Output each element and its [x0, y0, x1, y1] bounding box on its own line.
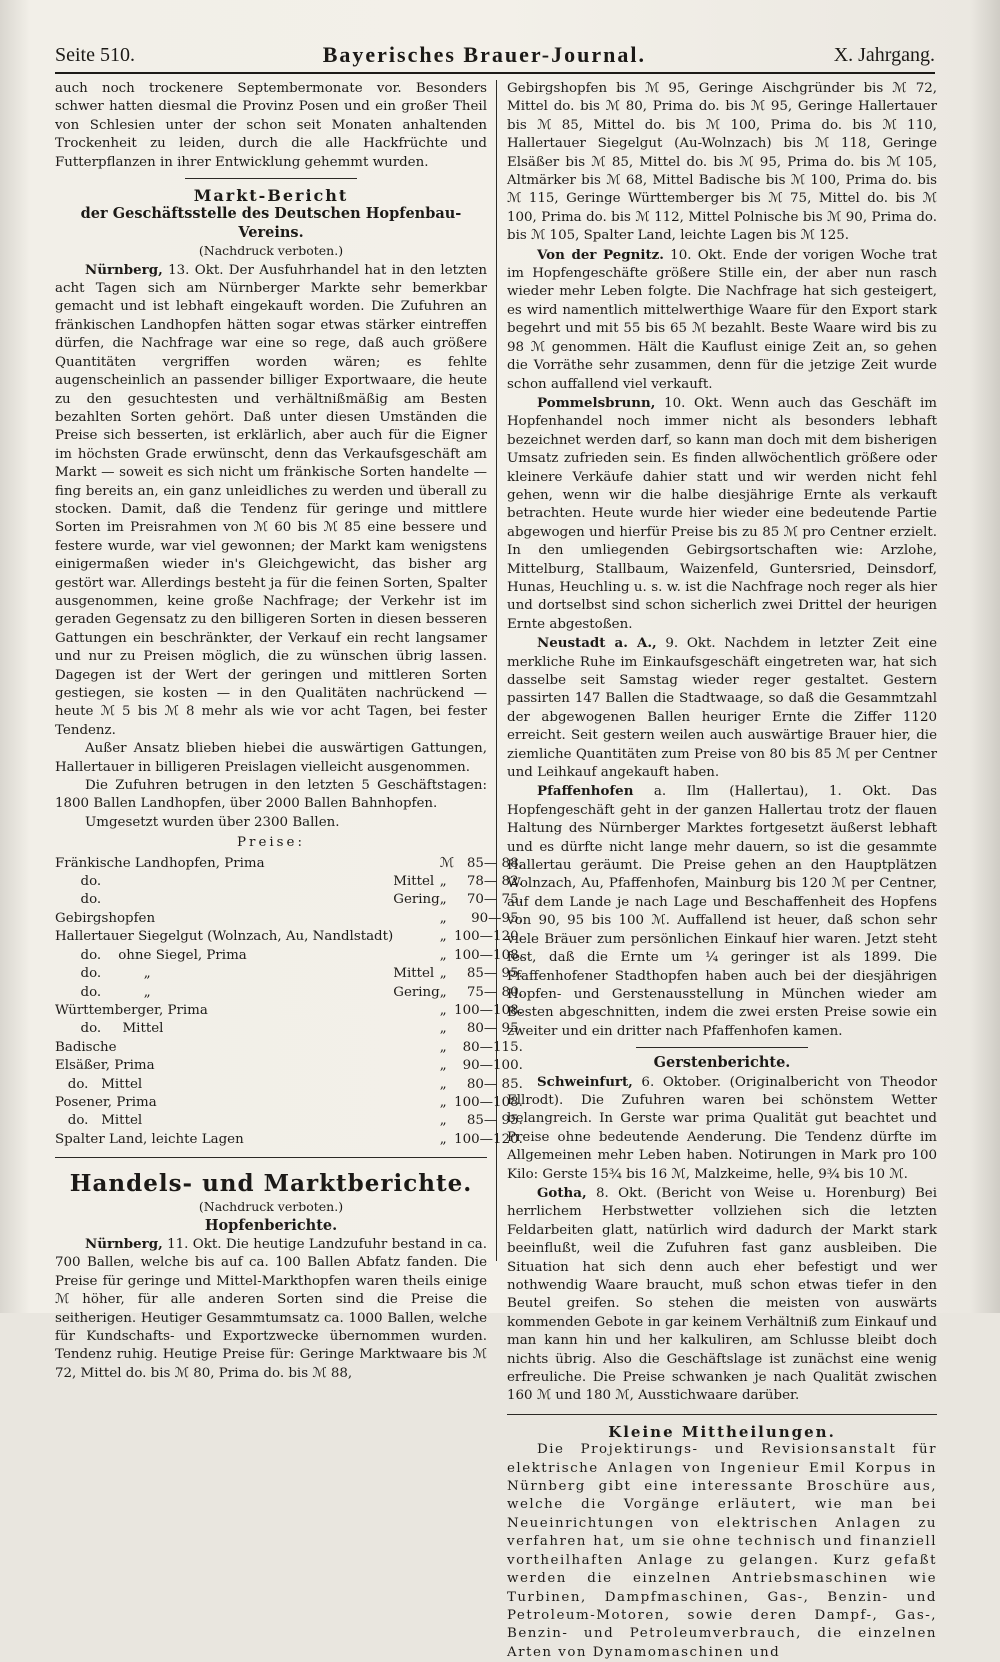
market-report-subtitle: der Geschäftsstelle des Deutschen Hopfenbau-Vereins. — [80, 205, 462, 241]
price-unit: „ — [439, 892, 447, 908]
trade-reports-title: Handels- und Marktberichte. — [69, 1170, 473, 1198]
price-variety: Spalter Land, leichte Lagen — [55, 1131, 244, 1147]
reprint-notice: (Nachdruck verboten.) — [198, 1199, 344, 1215]
price-unit: „ — [439, 1094, 447, 1110]
right-column — [507, 80, 937, 1660]
price-quality — [393, 947, 440, 965]
price-unit: „ — [439, 984, 447, 1000]
price-row — [55, 1112, 531, 1130]
volume-label: X. Jahrgang. — [833, 43, 935, 66]
report-paragraph: Die Zufuhren betrugen in den letzten 5 Geschäftstagen: 1800 Ballen Landhopfen, über 2000 Ballen Bahnhopfen. — [55, 778, 487, 812]
price-quality — [393, 855, 440, 873]
price-row — [55, 928, 531, 946]
report-paragraph — [507, 394, 937, 634]
left-column — [55, 80, 523, 1381]
report-paragraph: Die Projektirungs- und Revisionsanstalt für elektrische Anlagen von Ingenieur Emil Korpus in Nürnberg gibt eine interessante Broschüre aus, welche die Vorgänge erläutert, wie man bei Neueinrichtungen von elektrischen Anlagen zu verfahren hat, um sie ohne technisch und finanziell vortheilhaften Anlage zu gelangen. Kurz gefaßt werden die einzelnen Antriebsmaschinen wie Turbinen, Dampfmaschinen, Gas-, Benzin- und Petroleum-Motoren, sowie deren Dampf-, Gas-, Benzin- und Petroleumverbrauch, die einzelnen Arten von Dynamomaschinen und — [507, 1442, 937, 1660]
price-range: 90—100. — [462, 1058, 523, 1074]
price-variety: do. Mittel — [55, 1021, 164, 1037]
report-paragraph — [55, 1235, 487, 1383]
price-variety: Posener, Prima — [55, 1094, 157, 1110]
price-unit: „ — [439, 910, 447, 926]
price-row — [55, 910, 531, 928]
price-range: 100—120. — [454, 929, 523, 945]
price-variety: Gebirgshopfen — [55, 910, 156, 926]
place-name: Pfaffenhofen — [537, 783, 634, 800]
barley-reports-heading: Gerstenberichte. — [653, 1054, 791, 1072]
price-table — [55, 855, 531, 1150]
price-range: 100—108. — [454, 1002, 523, 1018]
price-variety: do. Mittel — [55, 1076, 143, 1092]
price-quality — [393, 1112, 440, 1130]
price-quality: Mittel — [393, 874, 435, 890]
report-paragraph — [507, 1073, 937, 1184]
price-row — [55, 1002, 531, 1020]
place-name: Neustadt a. A., — [537, 635, 657, 652]
price-unit: „ — [439, 1076, 447, 1092]
price-row — [55, 1057, 531, 1075]
price-range: 70— 75. — [466, 892, 523, 908]
price-variety: do. — [55, 892, 102, 908]
report-text: a. Ilm (Hallertau), 1. Okt. Das Hopfengeschäft geht in der ganzen Hallertau trotz der flauen Haltung des Nürnberger Marktes fortgesetzt äußerst lebhaft und es dürfte nicht lange mehr dauern, so ist die gesammte Hallertau geräumt. Die Preise gehen an den Hauptplätzen Wolnzach, Au, Pfaffenhofen, Mainburg bis 120 ℳ per Centner, auf dem Lande je nach Lage und Beschaffenheit des Hopfens von 90, 95 bis 100 ℳ. Auffallend ist heuer, daß schon sehr viele Bräuer zum persönlichen Einkauf hier waren. Jetzt steht fest, daß die Ernte um ¼ geringer ist als 1899. Die Pfaffenhofener Stadthopfen haben auch bei der diesjährigen Hopfen- und Gerstenausstellung in München wieder am Besten abgeschnitten, indem die zwei ersten Preise sowie ein zweiter und ein dritter nach Pfaffenhofen kamen. — [507, 784, 937, 1039]
section-rule — [55, 1157, 487, 1158]
report-paragraph: Umgesetzt wurden über 2300 Ballen. — [85, 814, 340, 830]
place-name: Nürnberg, — [85, 1235, 163, 1252]
price-quality — [393, 1094, 440, 1112]
price-quality: Gering — [393, 984, 440, 1000]
price-range: 90—95. — [471, 910, 523, 926]
price-unit: ℳ — [439, 855, 455, 871]
place-name: Nürnberg, — [85, 261, 163, 278]
place-name: Von der Pegnitz. — [537, 246, 664, 263]
price-range: 85— 95. — [466, 1113, 523, 1129]
price-row — [55, 1094, 531, 1112]
report-paragraph — [507, 1184, 937, 1406]
price-quality — [393, 1076, 440, 1094]
price-variety: do. Mittel — [55, 1113, 143, 1129]
report-text: 8. Okt. (Bericht von Weise u. Horenburg) Bei herrlichem Herbstwetter vollziehen sich die letzten Feldarbeiten glatt, natürlich wird dadurch der Markt stark beeinflußt, weil die Zufuhren fast ganz ausbleiben. Die Situation hat sich denn auch eher befestigt und wer nothwendig Waare braucht, muß schon etwas tiefer in den Beutel greifen. So stehen die meisten von auswärts kommenden Gebote in gar keinem Verhältniß zum Einkauf und man kann hin und her kalkuliren, am Schlusse bleibt doch nichts übrig. Also die Geschäftslage ist zunächst eine wenig erfreuliche. Die Preise schwanken je nach Qualität zwischen 160 ℳ und 180 ℳ, Ausstichwaare darüber. — [507, 1185, 937, 1404]
journal-title: Bayerisches Brauer-Journal. — [322, 42, 646, 67]
misc-news-heading: Kleine Mittheilungen. — [608, 1422, 836, 1441]
price-quality — [393, 1131, 440, 1149]
price-row — [55, 965, 531, 983]
report-paragraph — [507, 782, 937, 1041]
price-quality: Mittel — [393, 966, 435, 982]
price-quality — [393, 1057, 440, 1075]
price-range: 78— 82. — [466, 874, 523, 890]
price-row — [55, 984, 531, 1002]
price-row — [55, 1039, 531, 1057]
price-unit: „ — [439, 1002, 447, 1018]
report-text: 10. Okt. Wenn auch das Geschäft im Hopfenhandel noch immer nicht als besonders lebhaft bezeichnet werden darf, so kann man doch mit dem bisherigen Umsatz zufrieden sein. Es finden allwöchentlich größere oder kleinere Verkäufe dahier statt und wir werden nicht fehl gehen, wenn wir die halbe diesjährige Ernte als verkauft betrachten. Heute wurde hier wieder eine bedeutende Partie abgewogen und hierfür Preise bis zu 85 ℳ pro Centner erzielt. In den umliegenden Gebirgsortschaften wie: Arzlohe, Mittelburg, Stallbaum, Waizenfeld, Guntersried, Deinsdorf, Hunas, Heuchling u. s. w. ist die Nachfrage noch reger als hier und dortselbst sind schon sicherlich zwei Drittel der heurigen Ernte abgestoßen. — [507, 395, 937, 632]
price-row — [55, 891, 531, 909]
report-paragraph: Außer Ansatz blieben hiebei die auswärtigen Gattungen, Hallertauer in billigeren Preislagen vielleicht ausgenommen. — [55, 741, 487, 775]
price-variety: Elsäßer, Prima — [55, 1058, 155, 1074]
place-name: Pommelsbrunn, — [537, 394, 656, 411]
report-text: 13. Okt. Der Ausfuhrhandel hat in den letzten acht Tagen sich am Nürnberger Markte sehr bemerkbar gemacht und ist lebhaft eingekauft worden. Die Zufuhren an fränkischen Landhopfen hätten sogar etwas stärker eintreffen dürfen, die Nachfrage war eine so rege, daß auch größere Quantitäten vergriffen worden wären; es fehlte augenscheinlich an passender billiger Exportwaare, die heute zu den gesuchtesten und verhältnißmäßig am Besten bezahlten Sorten gehört. Daß unter diesen Umständen die Preise sich besserten, ist erklärlich, aber auch für die Eigner im höchsten Grade erwünscht, denn das Verkaufsgeschäft am Markt — soweit es sich nicht um fränkische Sorten handelte — fing bereits an, ein ganz unleidliches zu werden und überall zu stocken. Damit, daß die Tendenz für geringe und mittlere Sorten im Preisrahmen von ℳ 60 bis ℳ 85 eine bessere und festere wurde, war viel gewonnen; der Markt kam wenigstens einigermaßen wieder in's Gleichgewicht, das bisher arg gestört war. Allerdings besteht ja für die feinen Sorten, Spalter ausgenommen, keine große Nachfrage; der Verkehr ist im geraden Gegensatz zu den billigeren Sorten in diesen besseren Gattungen ein beschränkter, der Verkauf ein recht langsamer und nur zu Preisen möglich, die zu wünschen übrig lassen. Dagegen ist der Wert der geringen und mittleren Sorten gestiegen, sie kosten — in den Qualitäten nachrückend — heute ℳ 5 bis ℳ 8 mehr als wie vor acht Tagen, bei fester Tendenz. — [55, 262, 487, 738]
price-range: 85— 95. — [466, 966, 523, 982]
price-range: 75— 80. — [466, 984, 523, 1000]
price-variety: Fränkische Landhopfen, Prima — [55, 855, 265, 871]
market-report-title: Markt-Bericht — [193, 186, 349, 206]
price-range: 100—108. — [454, 947, 523, 963]
section-rule — [507, 1414, 937, 1415]
report-text: 10. Okt. Ende der vorigen Woche trat im Hopfengeschäfte größere Stille ein, der aber nun rasch wieder mehr Leben folgte. Die Nachfrage hat sich gesteigert, es wird namentlich mittelwerthige Waare für den Export stark begehrt und mit 55 bis 65 ℳ bezahlt. Beste Waare wird bis zu 98 ℳ genommen. Hält die Kauflust einige Zeit an, so gehen die Vorräthe sehr zusammen, denn für die jetzige Zeit wurde schon auffallend viel verkauft. — [507, 247, 937, 392]
price-row — [55, 947, 531, 965]
place-name: Schweinfurt, — [537, 1073, 633, 1090]
price-variety: do. „ — [55, 984, 151, 1000]
report-text: 11. Okt. Die heutige Landzufuhr bestand in ca. 700 Ballen, welche bis auf ca. 100 Ballen Abfatz fanden. Die Preise für geringe und Mittel-Markthopfen waren theils einige ℳ höher, für alle anderen Sorten sind die Preise die seitherigen. Heutiger Gesammtumsatz ca. 1000 Ballen, welche für Kundschafts- und Exportzwecke übernommen wurden. Tendenz ruhig. Heutige Preise für: Geringe Marktwaare bis ℳ 72, Mittel do. bis ℳ 80, Prima do. bis ℳ 88, — [55, 1236, 487, 1381]
price-variety: Württemberger, Prima — [55, 1002, 208, 1018]
price-variety: Hallertauer Siegelgut (Wolnzach, Au, Nandlstadt) — [55, 929, 394, 945]
price-row — [55, 1020, 531, 1038]
price-unit: „ — [439, 929, 447, 945]
page-header — [55, 38, 935, 74]
price-range: 80— 85. — [466, 1076, 523, 1092]
price-row — [55, 855, 531, 873]
price-quality — [393, 910, 440, 928]
price-unit: „ — [439, 1131, 447, 1147]
price-variety: do. „ — [55, 966, 151, 982]
price-range: 85— 88. — [466, 855, 523, 871]
price-quality — [393, 1039, 440, 1057]
report-paragraph — [507, 634, 937, 782]
section-rule — [636, 1047, 808, 1048]
intro-paragraph: auch noch trockenere Septembermonate vor. Besonders schwer hatten diesmal die Provinz Posen und ein großer Theil von Schlesien unter der schon seit Monaten anhaltenden Trockenheit zu leiden, durch die alle Hackfrüchte und Futterpflanzen in ihrer Entwicklung gehemmt wurden. — [55, 81, 487, 170]
price-quality: Gering — [393, 892, 440, 908]
price-row — [55, 1076, 531, 1094]
price-variety: Badische — [55, 1039, 117, 1055]
price-unit: „ — [439, 874, 447, 890]
price-unit: „ — [439, 1113, 447, 1129]
price-range: 100—108. — [454, 1094, 523, 1110]
price-row — [55, 873, 531, 891]
price-variety: do. ohne Siegel, Prima — [55, 947, 247, 963]
price-row — [55, 1131, 531, 1149]
price-range: 80—115. — [462, 1039, 523, 1055]
price-quality — [393, 928, 440, 946]
report-text: 9. Okt. Nachdem in letzter Zeit eine merkliche Ruhe im Einkaufsgeschäft eingetreten war, hat sich dasselbe seit Samstag wieder reger gestaltet. Gestern passirten 147 Ballen die Stadtwaage, so daß die Gesammtzahl der abgewogenen Ballen heuriger Ernte die Ziffer 1120 erreicht. Seit gestern weilen auch auswärtige Brauer hier, die ziemliche Quantitäten zum Preise von 80 bis 85 ℳ per Centner und Leihkauf angekauft haben. — [507, 636, 937, 781]
price-variety: do. — [55, 874, 102, 890]
report-paragraph — [55, 261, 487, 741]
page-number: Seite 510. — [55, 43, 135, 66]
report-text: 6. Oktober. (Originalbericht von Theodor Ellrodt). Die Zufuhren waren bei schönstem Wetter belangreich. In Gerste war prima Qualität gut beachtet und Preise ohne bedeutende Aenderung. Die Tendenz dürfte im Allgemeinen mehr Leben haben. Notirungen in Mark pro 100 Kilo: Gerste 15¾ bis 16 ℳ, Malzkeime, helle, 9¾ bis 10 ℳ. — [507, 1074, 937, 1182]
price-unit: „ — [439, 1039, 447, 1055]
reprint-notice: (Nachdruck verboten.) — [198, 243, 344, 259]
price-quality — [393, 1002, 440, 1020]
price-unit: „ — [439, 947, 447, 963]
price-range: 100—120. — [454, 1131, 523, 1147]
hop-reports-heading: Hopfenberichte. — [204, 1216, 338, 1234]
price-range: 80— 95. — [466, 1021, 523, 1037]
price-unit: „ — [439, 1021, 447, 1037]
report-paragraph: Gebirgshopfen bis ℳ 95, Geringe Aischgründer bis ℳ 72, Mittel do. bis ℳ 80, Prima do. bis ℳ 95, Geringe Hallertauer bis ℳ 85, Mittel do. bis ℳ 100, Prima do. bis ℳ 110, Hallertauer Siegelgut (Au-Wolnzach) bis ℳ 118, Geringe Elsäßer bis ℳ 85, Mittel do. bis ℳ 95, Prima do. bis ℳ 105, Altmärker bis ℳ 68, Mittel Badische bis ℳ 100, Prima do. bis ℳ 115, Geringe Württemberger bis ℳ 75, Mittel do. bis ℳ 100, Prima do. bis ℳ 112, Mittel Polnische bis ℳ 90, Prima do. bis ℳ 105, Spalter Land, leichte Lagen bis ℳ 125. — [507, 81, 937, 244]
price-unit: „ — [439, 966, 447, 982]
prices-heading: Preise: — [237, 835, 305, 851]
report-paragraph — [507, 246, 937, 394]
price-unit: „ — [439, 1058, 447, 1074]
price-quality — [393, 1020, 440, 1038]
section-rule — [185, 178, 358, 179]
place-name: Gotha, — [537, 1184, 587, 1201]
